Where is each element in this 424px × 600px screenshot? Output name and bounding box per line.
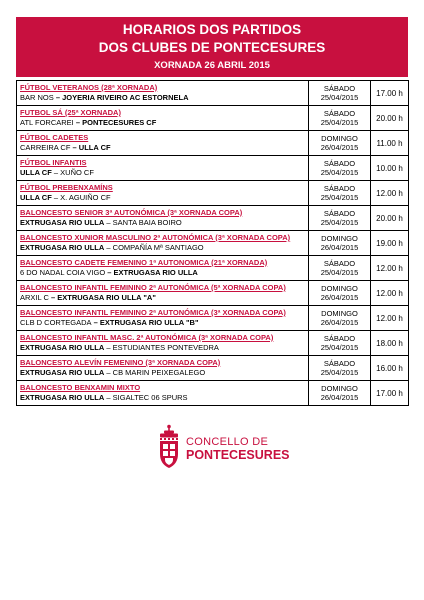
match-date: 26/04/2015 <box>320 143 359 152</box>
match-row <box>17 381 409 406</box>
team-separator: – <box>91 318 100 327</box>
match-info-cell <box>17 356 309 381</box>
match-day: DOMINGO <box>321 233 358 243</box>
home-team: ULLA CF <box>20 168 52 177</box>
home-team: ARXIL C <box>20 293 49 302</box>
match-info-cell <box>17 106 309 131</box>
home-team: BAR NOS <box>20 93 54 102</box>
away-team: COMPAÑÍA Mª SANTIAGO <box>112 243 204 252</box>
match-day: SÁBADO <box>323 208 356 218</box>
match-teams <box>20 118 308 128</box>
match-info-cell <box>17 381 309 406</box>
match-date: 25/04/2015 <box>320 368 359 377</box>
match-row <box>17 156 409 181</box>
team-separator: – <box>70 143 79 152</box>
match-row <box>17 231 409 256</box>
org-name-line-1: CONCELLO DE <box>186 436 269 448</box>
match-date-cell <box>309 156 371 181</box>
match-date: 25/04/2015 <box>320 93 359 102</box>
match-time: 17.00 h <box>371 81 409 106</box>
match-row <box>17 106 409 131</box>
match-date: 25/04/2015 <box>320 268 359 277</box>
home-team: EXTRUGASA RIO ULLA <box>20 343 105 352</box>
org-name-line-2: PONTECESURES <box>186 448 290 462</box>
match-day: DOMINGO <box>321 283 358 293</box>
home-team: EXTRUGASA RIO ULLA <box>20 393 105 402</box>
match-time: 20.00 h <box>371 206 409 231</box>
match-time: 12.00 h <box>371 306 409 331</box>
match-teams <box>20 343 308 353</box>
match-row <box>17 131 409 156</box>
team-separator: – <box>51 193 61 202</box>
match-date: 25/04/2015 <box>320 118 359 127</box>
team-separator: – <box>51 168 61 177</box>
match-category: FÚTBOL CADETES <box>20 133 89 142</box>
away-team: X. AGUIÑO CF <box>60 193 111 202</box>
match-day: SÁBADO <box>323 108 356 118</box>
match-date: 26/04/2015 <box>320 318 359 327</box>
match-day: SÁBADO <box>323 158 356 168</box>
match-date-cell <box>309 206 371 231</box>
match-info-cell <box>17 231 309 256</box>
home-team: ULLA CF <box>20 193 52 202</box>
match-time: 16.00 h <box>371 356 409 381</box>
match-date-cell <box>309 181 371 206</box>
match-date-cell <box>309 81 371 106</box>
team-separator: – <box>104 218 113 227</box>
match-teams <box>20 93 308 103</box>
match-teams <box>20 168 308 178</box>
match-time: 12.00 h <box>371 281 409 306</box>
away-team: SANTA BAIA BOIRO <box>112 218 182 227</box>
home-team: ATL FORCAREI <box>20 118 74 127</box>
match-date-cell <box>309 256 371 281</box>
match-day: SÁBADO <box>323 83 356 93</box>
match-teams <box>20 293 308 303</box>
match-info-cell <box>17 181 309 206</box>
match-info-cell <box>17 81 309 106</box>
home-team: EXTRUGASA RIO ULLA <box>20 243 105 252</box>
match-time: 17.00 h <box>371 381 409 406</box>
match-teams <box>20 218 308 228</box>
away-team: CB MARIN PEIXEGALEGO <box>112 368 206 377</box>
match-info-cell <box>17 306 309 331</box>
match-category: BALONCESTO CADETE FEMENINO 1ª AUTONOMICA (21ª XORNADA) <box>20 258 268 267</box>
away-team: EXTRUGASA RIO ULLA <box>113 268 198 277</box>
match-teams <box>20 193 308 203</box>
match-category: FÚTBOL PREBENXAMÍNS <box>20 183 113 192</box>
match-day: DOMINGO <box>321 383 358 393</box>
match-day: SÁBADO <box>323 333 356 343</box>
match-date: 25/04/2015 <box>320 168 359 177</box>
round-date: XORNADA 26 ABRIL 2015 <box>154 60 270 71</box>
team-separator: – <box>73 118 83 127</box>
match-category: BALONCESTO INFANTIL FEMININO 2ª AUTONÓMICA (3ª XORNADA COPA) <box>20 308 286 317</box>
team-separator: – <box>104 343 113 352</box>
header-banner <box>16 17 408 77</box>
match-date-cell <box>309 381 371 406</box>
match-date-cell <box>309 331 371 356</box>
match-teams <box>20 243 308 253</box>
away-team: ESTUDIANTES PONTEVEDRA <box>112 343 219 352</box>
crest-icon <box>156 424 182 470</box>
match-teams <box>20 268 308 278</box>
team-separator: – <box>104 368 113 377</box>
match-day: SÁBADO <box>323 258 356 268</box>
match-row <box>17 356 409 381</box>
match-info-cell <box>17 156 309 181</box>
match-row <box>17 206 409 231</box>
match-day: DOMINGO <box>321 308 358 318</box>
match-category: BALONCESTO ALEVÍN FEMENINO (3ª XORNADA COPA) <box>20 358 221 367</box>
match-date: 26/04/2015 <box>320 393 359 402</box>
team-separator: – <box>104 243 113 252</box>
home-team: EXTRUGASA RIO ULLA <box>20 218 105 227</box>
away-team: SIGALTEC 06 SPURS <box>112 393 188 402</box>
match-date-cell <box>309 306 371 331</box>
match-day: SÁBADO <box>323 183 356 193</box>
away-team: EXTRUGASA RIO ULLA "B" <box>99 318 199 327</box>
match-category: BALONCESTO SENIOR 3ª AUTONÓMICA (3ª XORNADA COPA) <box>20 208 243 217</box>
match-date: 25/04/2015 <box>320 218 359 227</box>
match-row <box>17 256 409 281</box>
match-date: 26/04/2015 <box>320 293 359 302</box>
away-team: JOYERIA RIVEIRO AC ESTORNELA <box>62 93 189 102</box>
match-time: 12.00 h <box>371 181 409 206</box>
match-teams <box>20 368 308 378</box>
match-teams <box>20 143 308 153</box>
match-row <box>17 81 409 106</box>
home-team: EXTRUGASA RIO ULLA <box>20 368 105 377</box>
team-separator: – <box>53 93 63 102</box>
match-info-cell <box>17 206 309 231</box>
match-info-cell <box>17 331 309 356</box>
match-category: FÚTBOL VETERANOS (28ª XORNADA) <box>20 83 158 92</box>
match-date-cell <box>309 281 371 306</box>
match-info-cell <box>17 281 309 306</box>
match-date: 25/04/2015 <box>320 193 359 202</box>
match-info-cell <box>17 131 309 156</box>
match-time: 10.00 h <box>371 156 409 181</box>
match-category: BALONCESTO INFANTIL MASC. 2ª AUTONÓMICA (3ª XORNADA COPA) <box>20 333 274 342</box>
away-team: ULLA CF <box>78 143 111 152</box>
match-time: 19.00 h <box>371 231 409 256</box>
match-time: 11.00 h <box>371 131 409 156</box>
match-category: BALONCESTO INFANTIL FEMININO 2ª AUTONÓMICA (5ª XORNADA COPA) <box>20 283 286 292</box>
match-teams <box>20 318 308 328</box>
match-category: FÚTBOL INFANTIS <box>20 158 87 167</box>
team-separator: – <box>104 393 113 402</box>
concello-logo <box>156 424 316 470</box>
match-row <box>17 181 409 206</box>
match-time: 12.00 h <box>371 256 409 281</box>
match-time: 18.00 h <box>371 331 409 356</box>
match-category: FUTBOL SÁ (25ª XORNADA) <box>20 108 121 117</box>
match-row <box>17 306 409 331</box>
match-date-cell <box>309 131 371 156</box>
schedule-table <box>16 80 409 406</box>
match-date-cell <box>309 106 371 131</box>
match-row <box>17 331 409 356</box>
title-line-1: HORARIOS DOS PARTIDOS <box>122 22 302 37</box>
title-line-2: DOS CLUBES DE PONTECESURES <box>98 40 326 55</box>
team-separator: – <box>105 268 114 277</box>
match-date-cell <box>309 231 371 256</box>
match-time: 20.00 h <box>371 106 409 131</box>
match-date: 25/04/2015 <box>320 343 359 352</box>
match-date-cell <box>309 356 371 381</box>
home-team: CLB D CORTEGADA <box>20 318 92 327</box>
away-team: PONTECESURES CF <box>82 118 157 127</box>
away-team: EXTRUGASA RIO ULLA "A" <box>57 293 156 302</box>
match-info-cell <box>17 256 309 281</box>
away-team: XUÑO CF <box>60 168 94 177</box>
home-team: 6 DO NADAL COIA VIGO <box>20 268 106 277</box>
match-teams <box>20 393 308 403</box>
home-team: CARREIRA CF <box>20 143 71 152</box>
match-category: BALONCESTO XUNIOR MASCULINO 2ª AUTONÓMICA (3ª XORNADA COPA) <box>20 233 291 242</box>
match-day: SÁBADO <box>323 358 356 368</box>
match-date: 26/04/2015 <box>320 243 359 252</box>
match-day: DOMINGO <box>321 133 358 143</box>
team-separator: – <box>48 293 58 302</box>
match-row <box>17 281 409 306</box>
match-category: BALONCESTO BENXAMIN MIXTO <box>20 383 141 392</box>
